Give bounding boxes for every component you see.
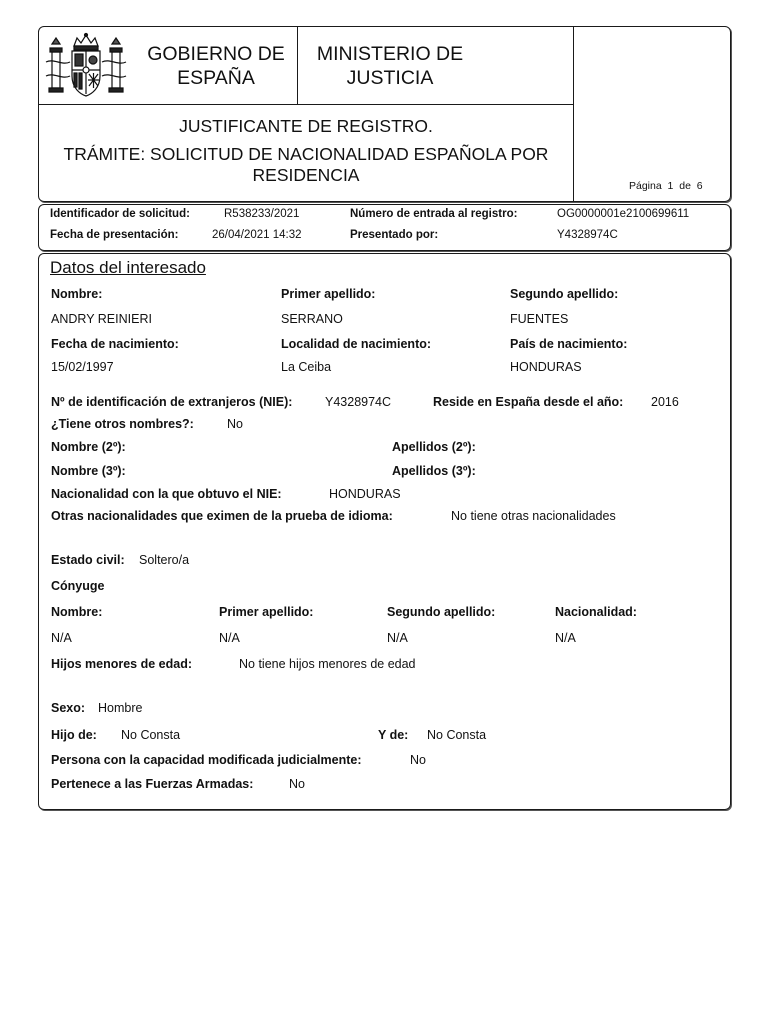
apellidos-2-label: Apellidos (2º): (392, 440, 476, 454)
conyuge-nombre-value: N/A (51, 631, 72, 645)
conyuge-primer-apellido-label: Primer apellido: (219, 605, 314, 619)
page-label: Página (629, 180, 662, 192)
request-id-value: R538233/2021 (224, 208, 300, 220)
conyuge-nacionalidad-label: Nacionalidad: (555, 605, 637, 619)
otros-nombres-label: ¿Tiene otros nombres?: (51, 417, 194, 431)
nombre-2-label: Nombre (2º): (51, 440, 126, 454)
localidad-nacimiento-label: Localidad de nacimiento: (281, 337, 432, 351)
page-current: 1 (667, 180, 674, 192)
primer-apellido-label: Primer apellido: (281, 287, 376, 301)
hijo-de-label: Hijo de: (51, 728, 97, 742)
primer-apellido-value: SERRANO (281, 312, 343, 326)
reside-value: 2016 (651, 395, 679, 409)
request-id-label: Identificador de solicitud: (50, 208, 190, 220)
conyuge-primer-apellido-value: N/A (219, 631, 240, 645)
sexo-label: Sexo: (51, 701, 86, 715)
header-divider-h (39, 104, 573, 105)
header-divider-1 (297, 27, 298, 104)
segundo-apellido-value: FUENTES (510, 312, 569, 326)
otras-nacionalidades-value: No tiene otras nacionalidades (451, 509, 616, 523)
fuerzas-armadas-value: No (289, 777, 305, 791)
page-counter (629, 180, 703, 192)
otros-nombres-value: No (227, 417, 243, 431)
conyuge-nacionalidad-value: N/A (555, 631, 576, 645)
fuerzas-armadas-label: Pertenece a las Fuerzas Armadas: (51, 777, 254, 791)
header-divider-2 (573, 27, 574, 201)
conyuge-nombre-label: Nombre: (51, 605, 103, 619)
y-de-label: Y de: (378, 728, 409, 742)
section-title: Datos del interesado (50, 258, 206, 277)
submission-date-value: 26/04/2021 14:32 (212, 229, 302, 241)
coat-of-arms-icon (44, 32, 128, 102)
entry-number-label: Número de entrada al registro: (350, 208, 518, 220)
page-of: de (679, 180, 691, 192)
nacionalidad-nie-value: HONDURAS (329, 487, 401, 501)
document-title: JUSTIFICANTE DE REGISTRO. (179, 116, 433, 136)
page-total: 6 (696, 180, 703, 192)
nie-label: Nº de identificación de extranjeros (NIE): (51, 395, 293, 409)
submitted-by-value: Y4328974C (557, 229, 618, 241)
y-de-value: No Consta (427, 728, 487, 742)
sexo-value: Hombre (98, 701, 143, 715)
gov-title: GOBIERNO DE ESPAÑA (147, 43, 285, 89)
nombre-3-label: Nombre (3º): (51, 464, 126, 478)
ministry-title: MINISTERIO DE JUSTICIA (316, 43, 464, 89)
reside-label: Reside en España desde el año: (433, 395, 624, 409)
apellidos-3-label: Apellidos (3º): (392, 464, 476, 478)
capacidad-label: Persona con la capacidad modificada judicialmente: (51, 753, 362, 767)
pais-nacimiento-value: HONDURAS (510, 360, 582, 374)
capacidad-value: No (410, 753, 426, 767)
conyuge-heading: Cónyuge (51, 579, 105, 593)
nombre-label: Nombre: (51, 287, 103, 301)
nacionalidad-nie-label: Nacionalidad con la que obtuvo el NIE: (51, 487, 282, 501)
estado-civil-value: Soltero/a (139, 553, 190, 567)
document-subtitle: TRÁMITE: SOLICITUD DE NACIONALIDAD ESPAÑOLA POR RESIDENCIA (63, 144, 549, 185)
submitted-by-label: Presentado por: (350, 229, 439, 241)
otras-nacionalidades-label: Otras nacionalidades que eximen de la prueba de idioma: (51, 509, 393, 523)
submission-date-label: Fecha de presentación: (50, 229, 179, 241)
hijos-label: Hijos menores de edad: (51, 657, 193, 671)
hijo-de-value: No Consta (121, 728, 181, 742)
pais-nacimiento-label: País de nacimiento: (510, 337, 628, 351)
fecha-nacimiento-value: 15/02/1997 (51, 360, 114, 374)
conyuge-segundo-apellido-label: Segundo apellido: (387, 605, 496, 619)
estado-civil-label: Estado civil: (51, 553, 125, 567)
entry-number-value: OG0000001e2100699611 (557, 208, 690, 220)
fecha-nacimiento-label: Fecha de nacimiento: (51, 337, 179, 351)
conyuge-segundo-apellido-value: N/A (387, 631, 408, 645)
localidad-nacimiento-value: La Ceiba (281, 360, 332, 374)
nie-value: Y4328974C (325, 395, 392, 409)
nombre-value: ANDRY REINIERI (51, 312, 152, 326)
hijos-value: No tiene hijos menores de edad (239, 657, 416, 671)
segundo-apellido-label: Segundo apellido: (510, 287, 619, 301)
